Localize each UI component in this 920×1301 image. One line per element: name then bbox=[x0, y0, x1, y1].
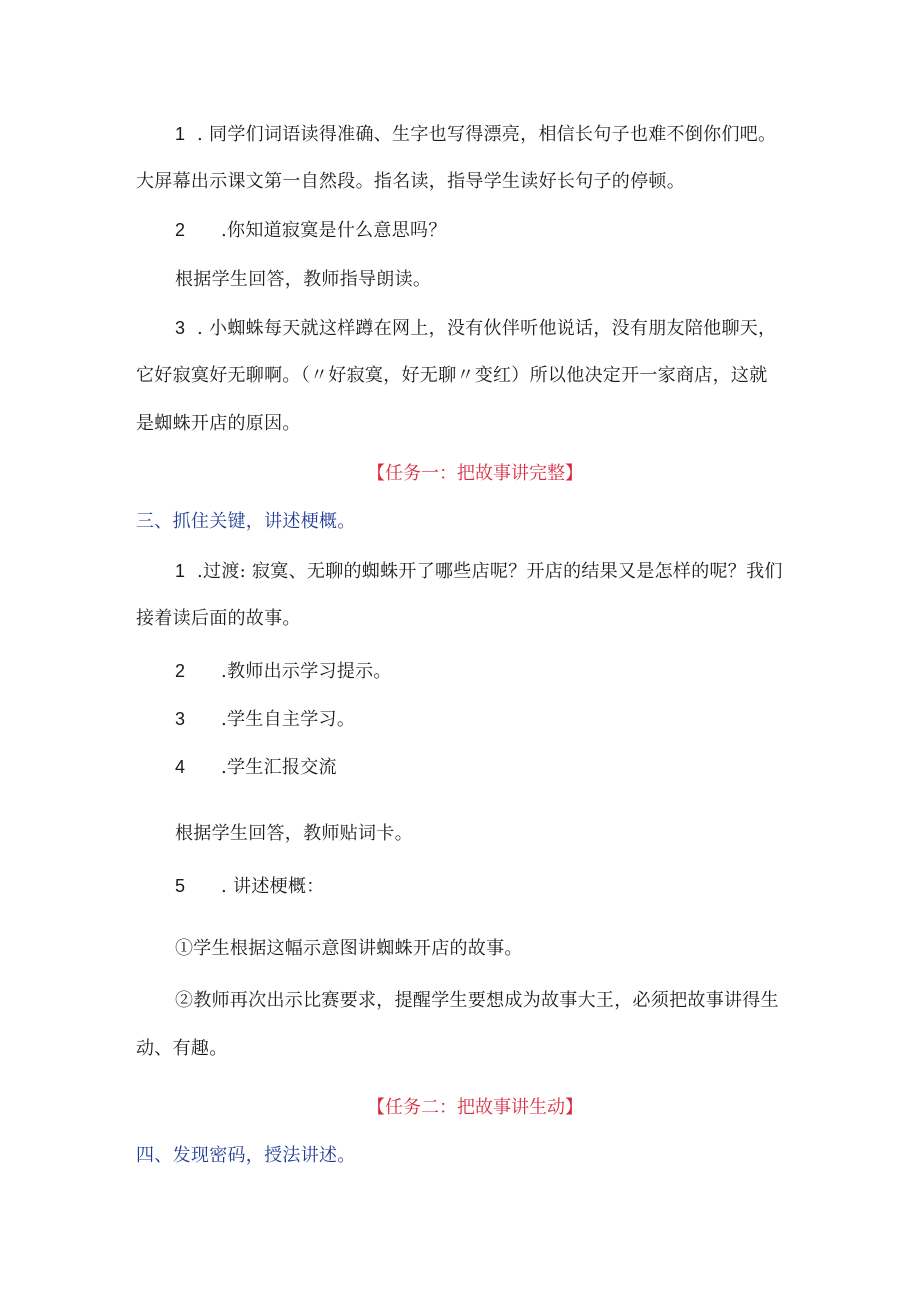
para1-text: . 同学们词语读得准确、生字也写得漂亮，相信长句子也难不倒你们吧。 bbox=[197, 124, 777, 145]
item3-line bbox=[175, 708, 355, 731]
para3-line3: 是蜘蛛开店的原因。 bbox=[136, 413, 301, 434]
item4-number: 4 bbox=[175, 757, 186, 777]
para1-line2: 大屏幕出示课文第一自然段。指名读，指导学生读好长句子的停顿。 bbox=[136, 171, 685, 192]
para1-line1 bbox=[175, 123, 776, 146]
item1-number: 1 bbox=[175, 561, 186, 581]
item2-text: .教师出示学习提示。 bbox=[221, 661, 392, 682]
sub1-line: ①学生根据这幅示意图讲蜘蛛开店的故事。 bbox=[175, 938, 523, 959]
item5-line bbox=[175, 875, 325, 898]
para2-number: 2 bbox=[175, 220, 186, 240]
para3-number: 3 bbox=[175, 318, 186, 338]
sub2-line2: 动、有趣。 bbox=[136, 1038, 228, 1059]
item5-text: . 讲述梗概： bbox=[221, 876, 325, 897]
para1-number: 1 bbox=[175, 124, 186, 144]
item1-text: .过渡: 寂寞、无聊的蜘蛛开了哪些店呢？开店的结果又是怎样的呢？我们 bbox=[197, 561, 783, 582]
para3-line2: 它好寂寞好无聊啊。（〃好寂寞，好无聊〃变红）所以他决定开一家商店，这就 bbox=[136, 365, 768, 386]
item4-line bbox=[175, 756, 337, 779]
item2-number: 2 bbox=[175, 661, 186, 681]
task2-heading: 【任务二：把故事讲生动】 bbox=[367, 1097, 583, 1118]
item3-text: .学生自主学习。 bbox=[221, 709, 356, 730]
sub2-line1: ②教师再次出示比赛要求，提醒学生要想成为故事大王，必须把故事讲得生 bbox=[175, 990, 779, 1011]
item2-line bbox=[175, 660, 392, 683]
para3-text: . 小蜘蛛每天就这样蹲在网上，没有伙伴听他说话，没有朋友陪他聊天， bbox=[197, 318, 777, 339]
item1-line1 bbox=[175, 560, 783, 583]
para2b-line: 根据学生回答，教师指导朗读。 bbox=[175, 269, 432, 290]
item4-text: .学生汇报交流 bbox=[221, 757, 337, 778]
item5-number: 5 bbox=[175, 876, 186, 896]
para2-text: .你知道寂寞是什么意思吗？ bbox=[221, 220, 447, 241]
para3-line1 bbox=[175, 317, 776, 340]
item3-number: 3 bbox=[175, 709, 186, 729]
para2-line bbox=[175, 219, 447, 242]
section4-heading: 四、发现密码，授法讲述。 bbox=[136, 1145, 356, 1166]
section3-heading: 三、抓住关键，讲述梗概。 bbox=[136, 511, 356, 532]
item4b-line: 根据学生回答，教师贴词卡。 bbox=[175, 823, 413, 844]
item1-line2: 接着读后面的故事。 bbox=[136, 608, 301, 629]
task1-heading: 【任务一：把故事讲完整】 bbox=[367, 463, 583, 484]
